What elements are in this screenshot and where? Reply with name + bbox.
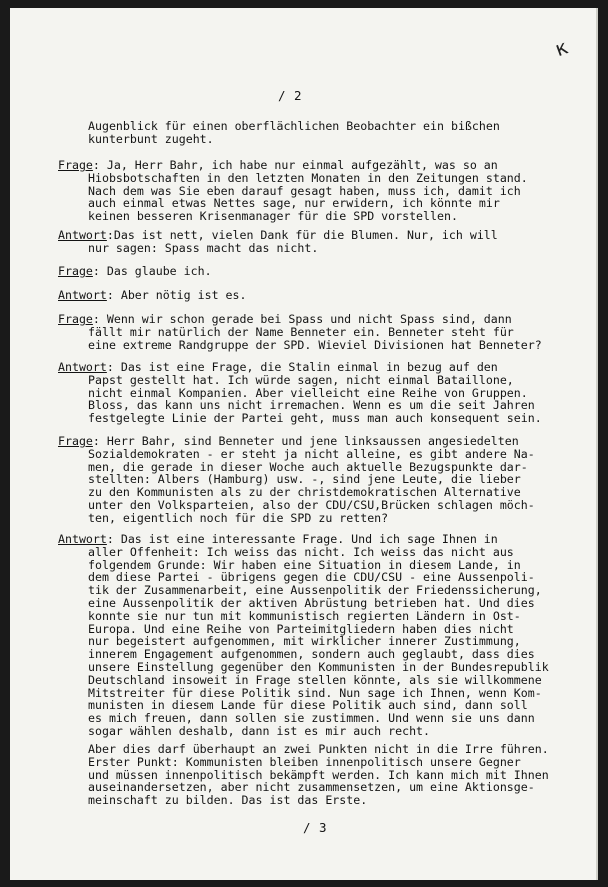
speaker-label: Frage: [58, 158, 93, 172]
text-line: Bloss, das kann uns nicht irremachen. Wenn es um die seit Jahren: [88, 398, 535, 413]
text-block-paragraph: [58, 743, 558, 807]
text-line: innerem Engagement aufgenommen, sondern auch geglaubt, dass dies: [88, 647, 535, 662]
text-line: Hiobsbotschaften in den letzten Monaten in den Zeitungen stand.: [88, 170, 528, 185]
text-line: Augenblick für einen oberflächlichen Beobachter ein bißchen: [88, 119, 500, 133]
text-line: Europa. Und eine Reihe von Parteimitgliedern haben dies nicht: [88, 621, 514, 636]
text-line: Papst gestellt hat. Ich würde sagen, nicht einmal Bataillone,: [88, 372, 514, 387]
answer-block: [58, 289, 558, 302]
text-line: auch einmal etwas Nettes sage, nur erwidern, ich könnte mir: [88, 196, 500, 211]
speaker-label: Antwort: [58, 228, 107, 242]
text-line: : Ja, Herr Bahr, ich habe nur einmal aufgezählt, was so an: [92, 158, 498, 172]
text-line: nur begeistert aufgenommen, mit wirklicher innerer Zustimmung,: [88, 634, 521, 649]
text-line: nicht einmal Kompanien. Aber vielleicht eine Reihe von Gruppen.: [88, 385, 528, 400]
text-line: : Das ist eine Frage, die Stalin einmal in bezug auf den: [106, 360, 498, 374]
text-line: festgelegte Linie der Partei geht, muss man auch konsequent sein.: [88, 411, 542, 426]
text-line: stellten: Albers (Hamburg) usw. -, sind jene Leute, die lieber: [88, 472, 521, 487]
question-block: [58, 159, 558, 223]
text-line: : Wenn wir schon gerade bei Spass und nicht Spass sind, dann: [92, 312, 512, 326]
text-line: Sozialdemokraten - er steht ja nicht alleine, es gibt andere Na-: [88, 446, 535, 461]
text-line: fällt mir natürlich der Name Benneter ein. Benneter steht für: [88, 324, 514, 339]
page-number-top: / 2: [278, 88, 303, 103]
text-block-continuation: [58, 120, 558, 146]
speaker-label: Frage: [58, 264, 93, 278]
text-line: auseinandersetzen, aber nicht zusammensetzen, um eine Aktionsge-: [88, 780, 535, 795]
text-line: men, die gerade in dieser Woche auch aktuelle Bezugspunkte dar-: [88, 459, 528, 474]
text-line: ten, eigentlich noch für die SPD zu retten?: [88, 510, 389, 525]
text-line: Deutschland insoweit in Frage stellen könnte, als sie willkommene: [88, 672, 542, 687]
text-line: Erster Punkt: Kommunisten bleiben innenpolitisch unsere Gegner: [88, 754, 521, 769]
document-page: [10, 8, 598, 880]
answer-block: [58, 361, 558, 425]
text-line: : Aber nötig ist es.: [106, 288, 247, 302]
text-line: unter den Volksparteien, also der CDU/CSU,Brücken schlagen möch-: [88, 497, 535, 512]
corner-handwritten-mark: ĸ: [551, 34, 571, 62]
text-line: aller Offenheit: Ich weiss das nicht. Ich weiss das nicht aus: [88, 544, 514, 559]
speaker-label: Frage: [58, 312, 93, 326]
text-line: Nach dem was Sie eben darauf gesagt haben, muss ich, damit ich: [88, 183, 521, 198]
speaker-label: Antwort: [58, 532, 107, 546]
speaker-label: Antwort: [58, 288, 107, 302]
text-line: sogar wählen deshalb, dann ist es mir auch recht.: [88, 723, 431, 738]
text-line: unsere Einstellung gegenüber den Kommunisten in der Bundesrepublik: [88, 659, 549, 674]
text-line: eine extreme Randgruppe der SPD. Wieviel Divisionen hat Benneter?: [88, 337, 542, 352]
text-line: und müssen innenpolitisch bekämpft werden. Ich kann mich mit Ihnen: [88, 767, 549, 782]
text-line: Mitstreiter für diese Politik sind. Nun sage ich Ihnen, wenn Kom-: [88, 685, 542, 700]
page-number-bottom: / 3: [303, 820, 328, 835]
text-line: keinen besseren Krisenmanager für die SPD vorstellen.: [88, 209, 458, 224]
text-line: konnte sie nur tun mit kommunistisch regierten Ländern in Ost-: [88, 608, 521, 623]
answer-block: [58, 229, 558, 255]
text-line: eine Aussenpolitik der aktiven Abrüstung betrieben hat. Und dies: [88, 595, 535, 610]
question-block: [58, 265, 558, 278]
text-line: meinschaft zu bilden. Das ist das Erste.: [88, 793, 368, 808]
text-line: munisten in diesem Lande für diese Politik auch sind, dann soll: [88, 698, 528, 713]
question-block: [58, 435, 558, 525]
text-line: : Das glaube ich.: [92, 264, 212, 278]
text-line: : Das ist eine interessante Frage. Und ich sage Ihnen in: [106, 532, 498, 546]
text-line: folgendem Grunde: Wir haben eine Situation in diesem Lande, in: [88, 557, 521, 572]
text-line: Aber dies darf überhaupt an zwei Punkten nicht in die Irre führen.: [88, 742, 549, 756]
answer-block: [58, 533, 558, 738]
text-line: es mich freuen, dann sollen sie zustimmen. Und wenn sie uns dann: [88, 711, 535, 726]
text-line: : Herr Bahr, sind Benneter und jene linksaussen angesiedelten: [92, 434, 519, 448]
text-line: kunterbunt zugeht.: [88, 131, 214, 146]
text-line: zu den Kommunisten als zu der christdemokratischen Alternative: [88, 485, 521, 500]
speaker-label: Antwort: [58, 360, 107, 374]
text-line: tik der Zusammenarbeit, eine Aussenpolitik der Friedenssicherung,: [88, 583, 542, 598]
text-line: dem diese Partei - übrigens gegen die CDU/CSU - eine Aussenpoli-: [88, 570, 535, 585]
question-block: [58, 313, 558, 351]
text-line: nur sagen: Spass macht das nicht.: [88, 240, 319, 255]
text-line: :Das ist nett, vielen Dank für die Blumen. Nur, ich will: [106, 228, 498, 242]
speaker-label: Frage: [58, 434, 93, 448]
